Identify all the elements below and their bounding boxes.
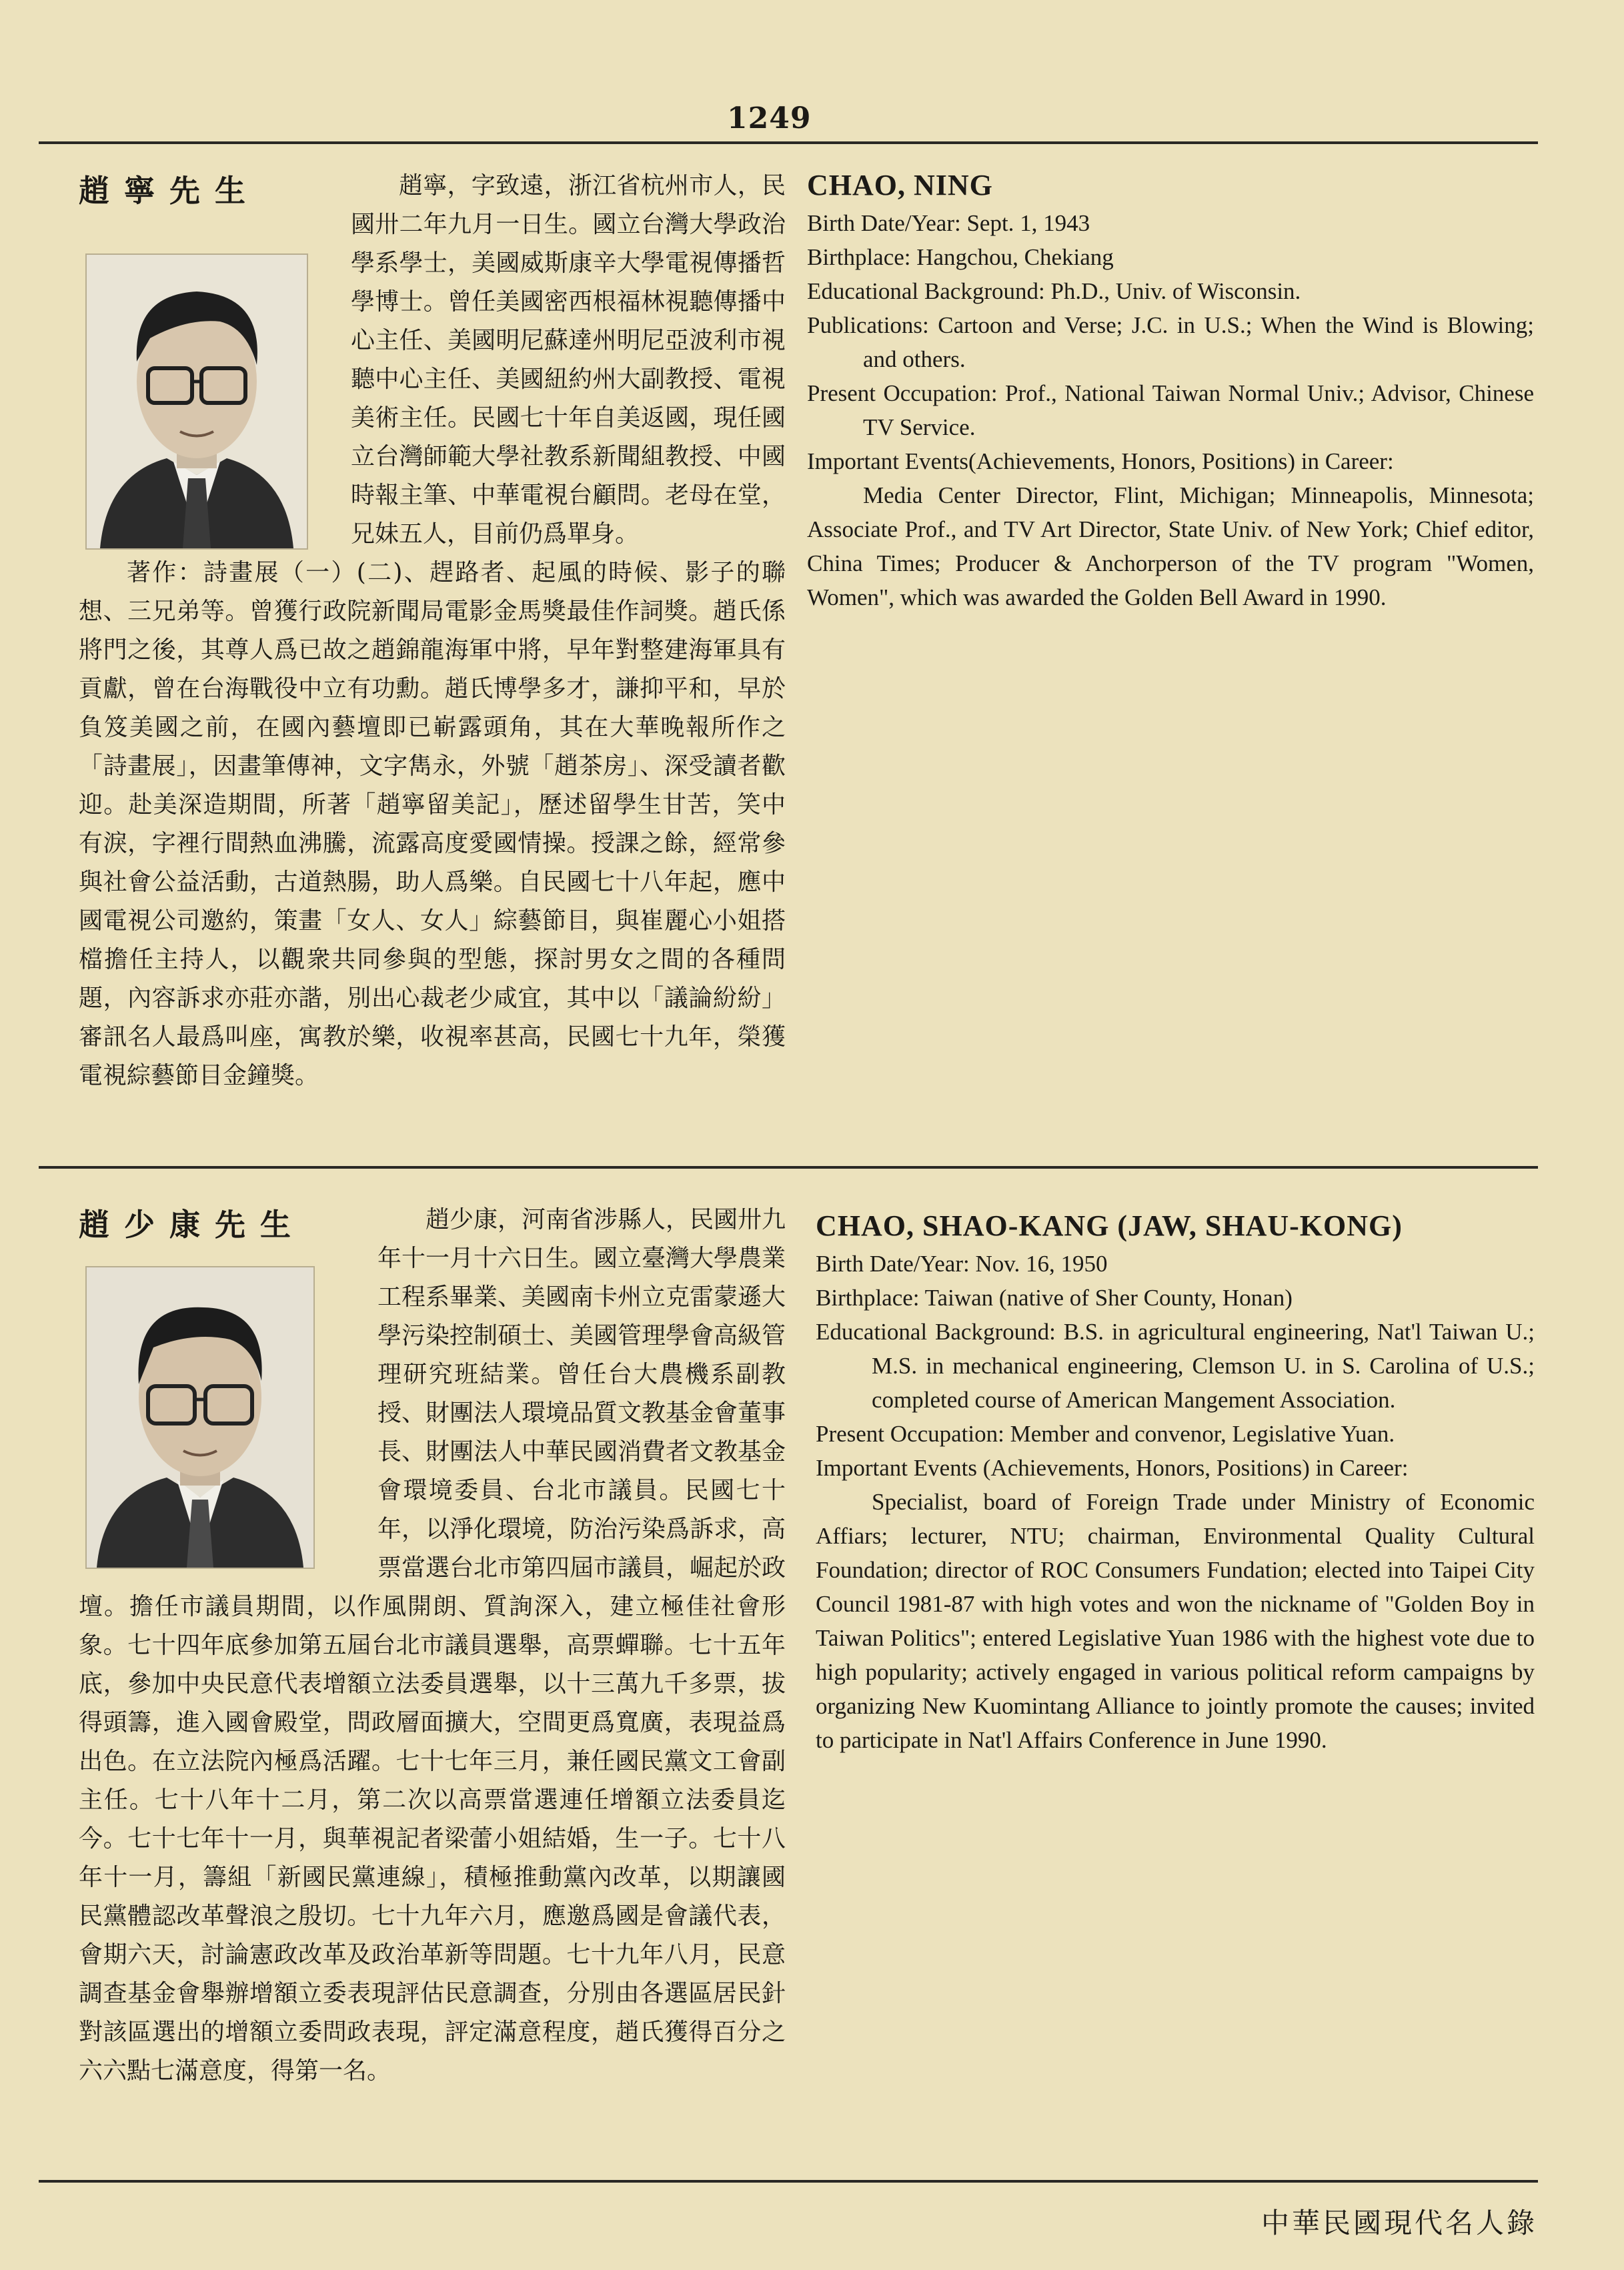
chinese-biography: [79, 1201, 786, 2091]
chinese-bio-paragraph: 著作：詩畫展（一）(二)、趕路者、起風的時候、影子的聯想、三兄弟等。曾獲行政院新聞局電影金馬獎最佳作詞獎。趙氏係將門之後，其尊人爲已故之趙錦龍海軍中將，早年對整建海軍具有貢獻，曾在台海戰役中立有功勳。趙氏博學多才，謙抑平和，早於負笈美國之前，在國內藝壇即已嶄露頭角，其在大華晚報所作之「詩畫展」，因畫筆傳神，文字雋永，外號「趙茶房」、深受讀者歡迎。赴美深造期間，所著「趙寧留美記」，歷述留學生甘苦，笑中有淚，字裡行間熱血沸騰，流露高度愛國情操。授課之餘，經常參與社會公益活動，古道熱腸，助人爲樂。自民國七十八年起，應中國電視公司邀約，策畫「女人、女人」綜藝節目，與崔麗心小姐搭檔擔任主持人，以觀衆共同參與的型態，探討男女之間的各種問題，內容訴求亦莊亦諧，別出心裁老少咸宜，其中以「議論紛紛」審訊名人最爲叫座，寓教於樂，收視率甚高，民國七十九年，榮獲電視綜藝節目金鐘獎。: [79, 559, 786, 1089]
career-paragraph: Specialist, board of Foreign Trade under Ministry of Economic Affiars; lecturer, NTU; chairman, Environmental Quality Cultural Foundation; director of ROC Consumers Fundation; elected into Taipei City Council 1981-87 with high votes and won the nickname of "Golden Boy in Taiwan Politics"; entered Legislative Yuan 1986 with the highest vote due to high popularity; actively engaged in various political reform campaigns by organizing New Kuomintang Alliance to jointly promote the causes; invited to participate in Nat'l Affairs Conference in June 1990.: [816, 1489, 1535, 1753]
chinese-name: 趙寧先生: [79, 173, 260, 209]
birth-date: Birth Date/Year: Sept. 1, 1943: [807, 210, 1090, 236]
publications: Publications: Cartoon and Verse; J.C. in U.S.; When the Wind is Blowing; and others.: [807, 312, 1534, 372]
entry-chao-shao-kang: [39, 1194, 1538, 2168]
career-paragraph: Media Center Director, Flint, Michigan; Minneapolis, Minnesota; Associate Prof., and TV Art Director, State Univ. of New York; Chief editor, China Times; Producer & Anchorperson of the TV program "Women, Women", which was awarded the Golden Bell Award in 1990.: [807, 482, 1534, 610]
chinese-bio-paragraph: 趙少康，河南省涉縣人，民國卅九年十一月十六日生。國立臺灣大學農業工程系畢業、美國南卡州立克雷蒙遜大學污染控制碩士、美國管理學會高級管理研究班結業。曾任台大農機系副教授、財團法人環境品質文教基金會董事長、財團法人中華民國消費者文教基金會環境委員、台北市議員。民國七十年，以淨化環境，防治污染爲訴求，高票當選台北市第四屆市議員，崛起於政壇。擔任市議員期間，以作風開朗、質詢深入，建立極佳社會形象。七十四年底參加第五屆台北市議員選舉，高票蟬聯。七十五年底，參加中央民意代表增額立法委員選舉，以十三萬九千多票，拔得頭籌，進入國會殿堂，問政層面擴大，空間更爲寬廣，表現益爲出色。在立法院內極爲活躍。七十七年三月，兼任國民黨文工會副主任。七十八年十二月，第二次以高票當選連任增額立法委員迄今。七十七年十一月，與華視記者梁蕾小姐結婚，生一子。七十八年十一月，籌組「新國民黨連線」，積極推動黨內改革，以期讓國民黨體認改革聲浪之殷切。七十九年六月，應邀爲國是會議代表，會期六天，討論憲政改革及政治革新等問題。七十九年八月，民意調查基金會舉辦增額立委表現評估民意調查，分別由各選區居民針對該區選出的增額立委問政表現，評定滿意程度，趙氏獲得百分之六六點七滿意度，得第一名。: [79, 1206, 786, 2085]
birth-date: Birth Date/Year: Nov. 16, 1950: [816, 1251, 1108, 1277]
important-events-heading: Important Events(Achievements, Honors, Positions) in Career:: [807, 448, 1394, 474]
education: Educational Background: Ph.D., Univ. of Wisconsin.: [807, 278, 1301, 304]
birthplace: Birthplace: Taiwan (native of Sher County, Honan): [816, 1285, 1293, 1311]
chinese-biography: [79, 167, 786, 1095]
middle-rule: [39, 1166, 1538, 1169]
page-number: 1249: [727, 101, 812, 135]
book-title-footer: 中華民國現代名人錄: [1261, 2207, 1537, 2239]
english-biography: [816, 1209, 1535, 1757]
important-events-heading: Important Events (Achievements, Honors, Positions) in Career:: [816, 1455, 1409, 1481]
english-name: CHAO, SHAO-KANG (JAW, SHAU-KONG): [816, 1209, 1403, 1242]
chinese-name: 趙少康先生: [79, 1207, 305, 1243]
education: Educational Background: B.S. in agricultural engineering, Nat'l Taiwan U.; M.S. in mechanical engineering, Clemson U. in S. Carolina of U.S.; completed course of American Mangement Association.: [816, 1319, 1535, 1413]
entry-chao-ning: [39, 160, 1538, 1154]
birthplace: Birthplace: Hangchou, Chekiang: [807, 244, 1114, 270]
present-occupation: Present Occupation: Prof., National Taiwan Normal Univ.; Advisor, Chinese TV Service.: [807, 380, 1534, 440]
top-rule: [39, 141, 1538, 144]
english-biography: [807, 168, 1534, 614]
bottom-rule: [39, 2180, 1538, 2183]
english-name: CHAO, NING: [807, 169, 993, 201]
present-occupation: Present Occupation: Member and convenor, Legislative Yuan.: [816, 1421, 1395, 1447]
chinese-bio-paragraph: 趙寧，字致遠，浙江省杭州市人，民國卅二年九月一日生。國立台灣大學政治學系學士，美國威斯康辛大學電視傳播哲學博士。曾任美國密西根福林視聽傳播中心主任、美國明尼蘇達州明尼亞波利市視聽中心主任、美國紐約州大副教授、電視美術主任。民國七十年自美返國，現任國立台灣師範大學社教系新聞組教授、中國時報主筆、中華電視台顧問。老母在堂，兄妹五人，目前仍爲單身。: [351, 172, 786, 548]
